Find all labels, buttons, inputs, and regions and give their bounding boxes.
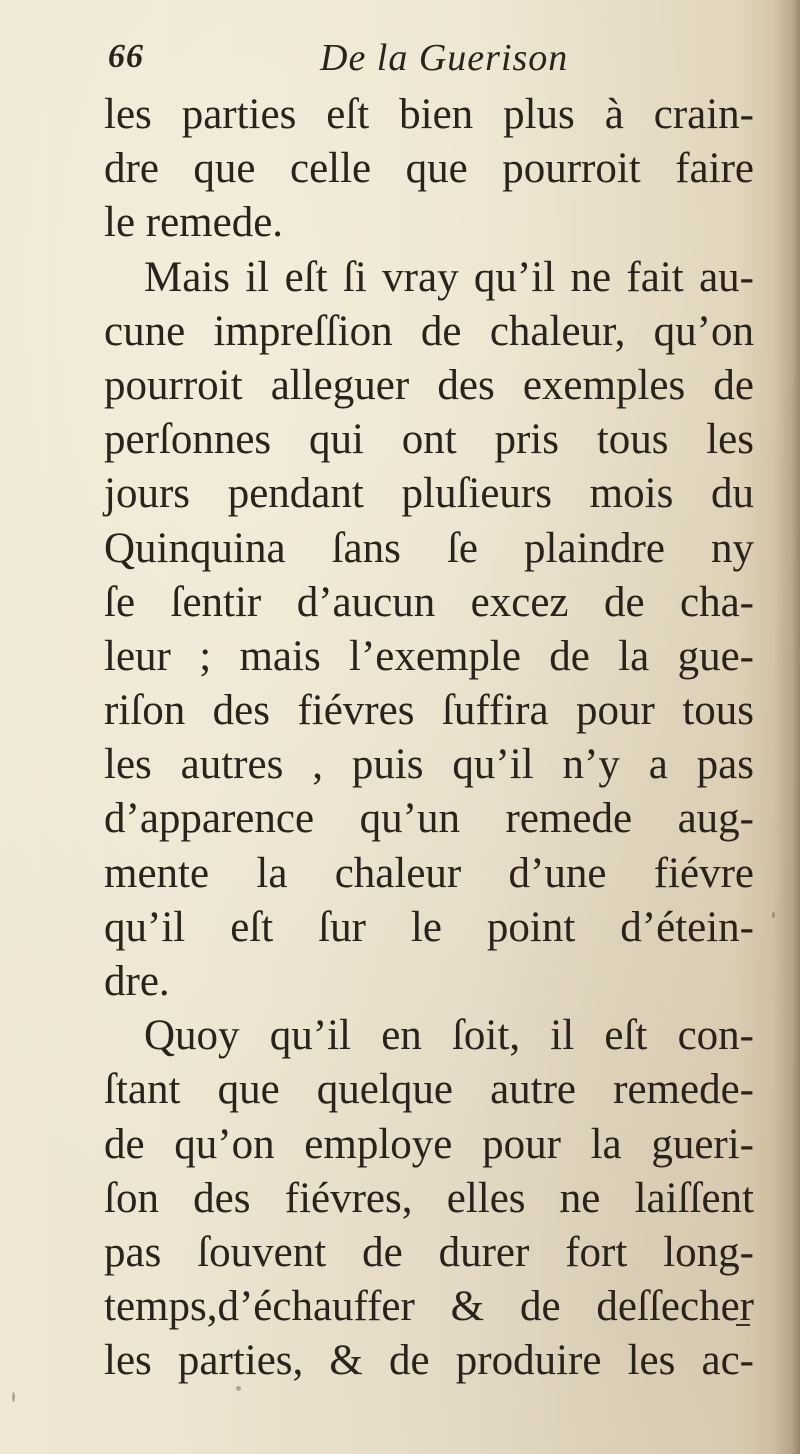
text-line: Mais il eſt ſi vray qu’il ne fait au- <box>144 253 754 301</box>
text-line: jours pendant pluſieurs mois du <box>104 470 754 518</box>
text-line: ſtant que quelque autre remede- <box>104 1066 754 1114</box>
text-line: mente la chaleur d’une fiévre <box>104 849 754 897</box>
text-line: les parties, & de produire les ac- <box>104 1337 754 1385</box>
text-line: Quoy qu’il en ſoit, il eſt con- <box>144 1012 754 1060</box>
text-line: de qu’on employe pour la gueri- <box>104 1120 754 1168</box>
text-line: ſon des fiévres, elles ne laiſſent <box>104 1174 754 1222</box>
body-text <box>104 88 754 1389</box>
text-line: le remede. <box>104 199 284 247</box>
page-edge-shadow <box>774 0 800 1454</box>
text-line: qu’il eſt ſur le point d’étein- <box>104 903 754 951</box>
running-head: De la Guerison <box>320 37 569 79</box>
paper-speck <box>560 1210 563 1213</box>
text-line: Quinquina ſans ſe plaindre ny <box>104 524 754 572</box>
text-line: temps,d’échauffer & de deſſecher <box>104 1283 754 1331</box>
text-line: perſonnes qui ont pris tous les <box>104 416 754 464</box>
text-line: riſon des fiévres ſuffira pour tous <box>104 687 754 735</box>
text-line: dre que celle que pourroit faire <box>104 145 754 193</box>
text-line: d’apparence qu’un remede aug- <box>104 795 754 843</box>
paper-speck <box>772 912 775 918</box>
catchword-mark <box>736 1316 750 1326</box>
text-line: cune impreſſion de chaleur, qu’on <box>104 307 754 355</box>
paper-speck <box>236 1386 241 1391</box>
paper-speck <box>12 1392 15 1402</box>
page-number: 66 <box>108 38 144 75</box>
text-line: les autres , puis qu’il n’y a pas <box>104 741 754 789</box>
text-line: ſe ſentir d’aucun excez de cha- <box>104 578 754 626</box>
text-line: pourroit alleguer des exemples de <box>104 361 754 409</box>
page-header <box>108 30 748 90</box>
text-line: pas ſouvent de durer fort long- <box>104 1228 754 1276</box>
text-line: leur ; mais l’exemple de la gue- <box>104 632 754 680</box>
text-line: dre. <box>104 958 170 1005</box>
text-line: les parties eſt bien plus à crain- <box>104 91 754 138</box>
